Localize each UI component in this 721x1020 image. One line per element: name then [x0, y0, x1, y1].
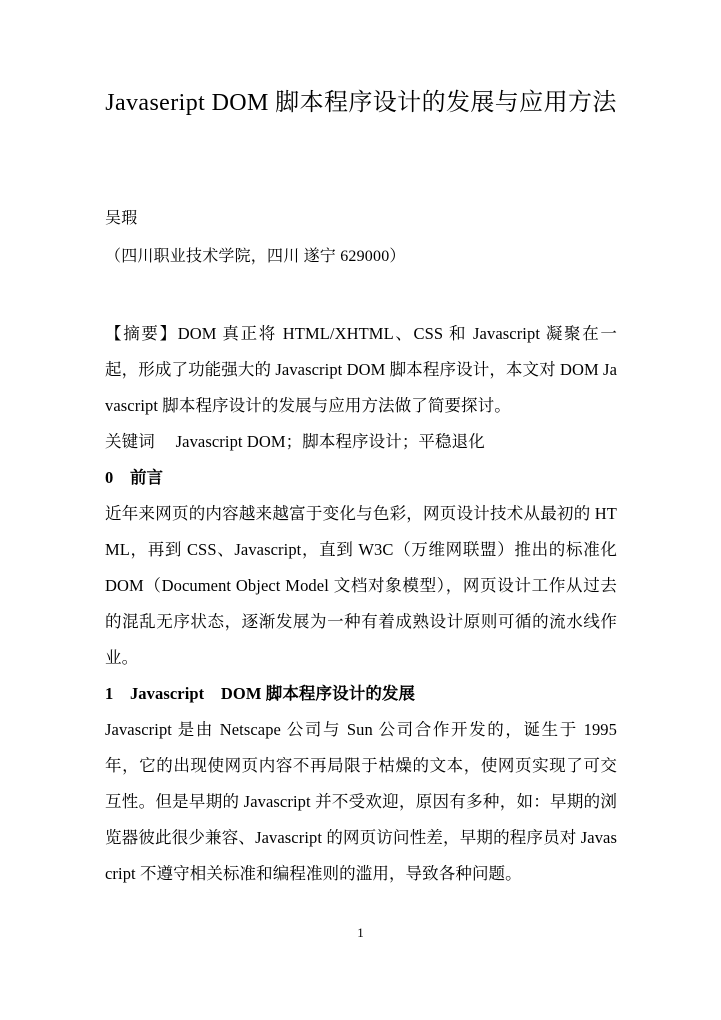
page-number: 1: [357, 925, 364, 940]
section-paragraph-1: Javascript 是由 Netscape 公司与 Sun 公司合作开发的，诞生于 1995 年，它的出现使网页内容不再局限于枯燥的文本，使网页实现了可交互性。但是早期的 Javascript 并不受欢迎，原因有多种，如：早期的浏览器彼此很少兼容、Javascript 的网页访问性差，早期的程序员对 Javascript 不遵守相关标准和编程准则的滥用，导致各种问题。: [105, 720, 617, 883]
page-title: Javaseript DOM 脚本程序设计的发展与应用方法: [105, 90, 617, 116]
abstract-paragraph: 【摘要】DOM 真正将 HTML/XHTML、CSS 和 Javascript 凝聚在一起，形成了功能强大的 Javascript DOM 脚本程序设计，本文对 DOM Javascript 脚本程序设计的发展与应用方法做了简要探讨。: [105, 324, 617, 415]
author-name: 吴瑕: [105, 210, 138, 227]
section-heading-0: 0 前言: [105, 468, 164, 487]
section-heading-1: 1 Javascript DOM 脚本程序设计的发展: [105, 684, 416, 703]
author-affiliation: （四川职业技术学院，四川 遂宁 629000）: [105, 248, 406, 265]
document-body: [105, 316, 617, 892]
keywords-line: 关键词 Javascript DOM；脚本程序设计；平稳退化: [105, 432, 485, 451]
section-paragraph-0: 近年来网页的内容越来越富于变化与色彩，网页设计技术从最初的 HTML，再到 CSS、Javascript，直到 W3C（万维网联盟）推出的标准化 DOM（Document Object Model 文档对象模型），网页设计工作从过去的混乱无序状态，逐渐发展为一种有着成熟设计原则可循的流水线作业。: [105, 504, 617, 667]
